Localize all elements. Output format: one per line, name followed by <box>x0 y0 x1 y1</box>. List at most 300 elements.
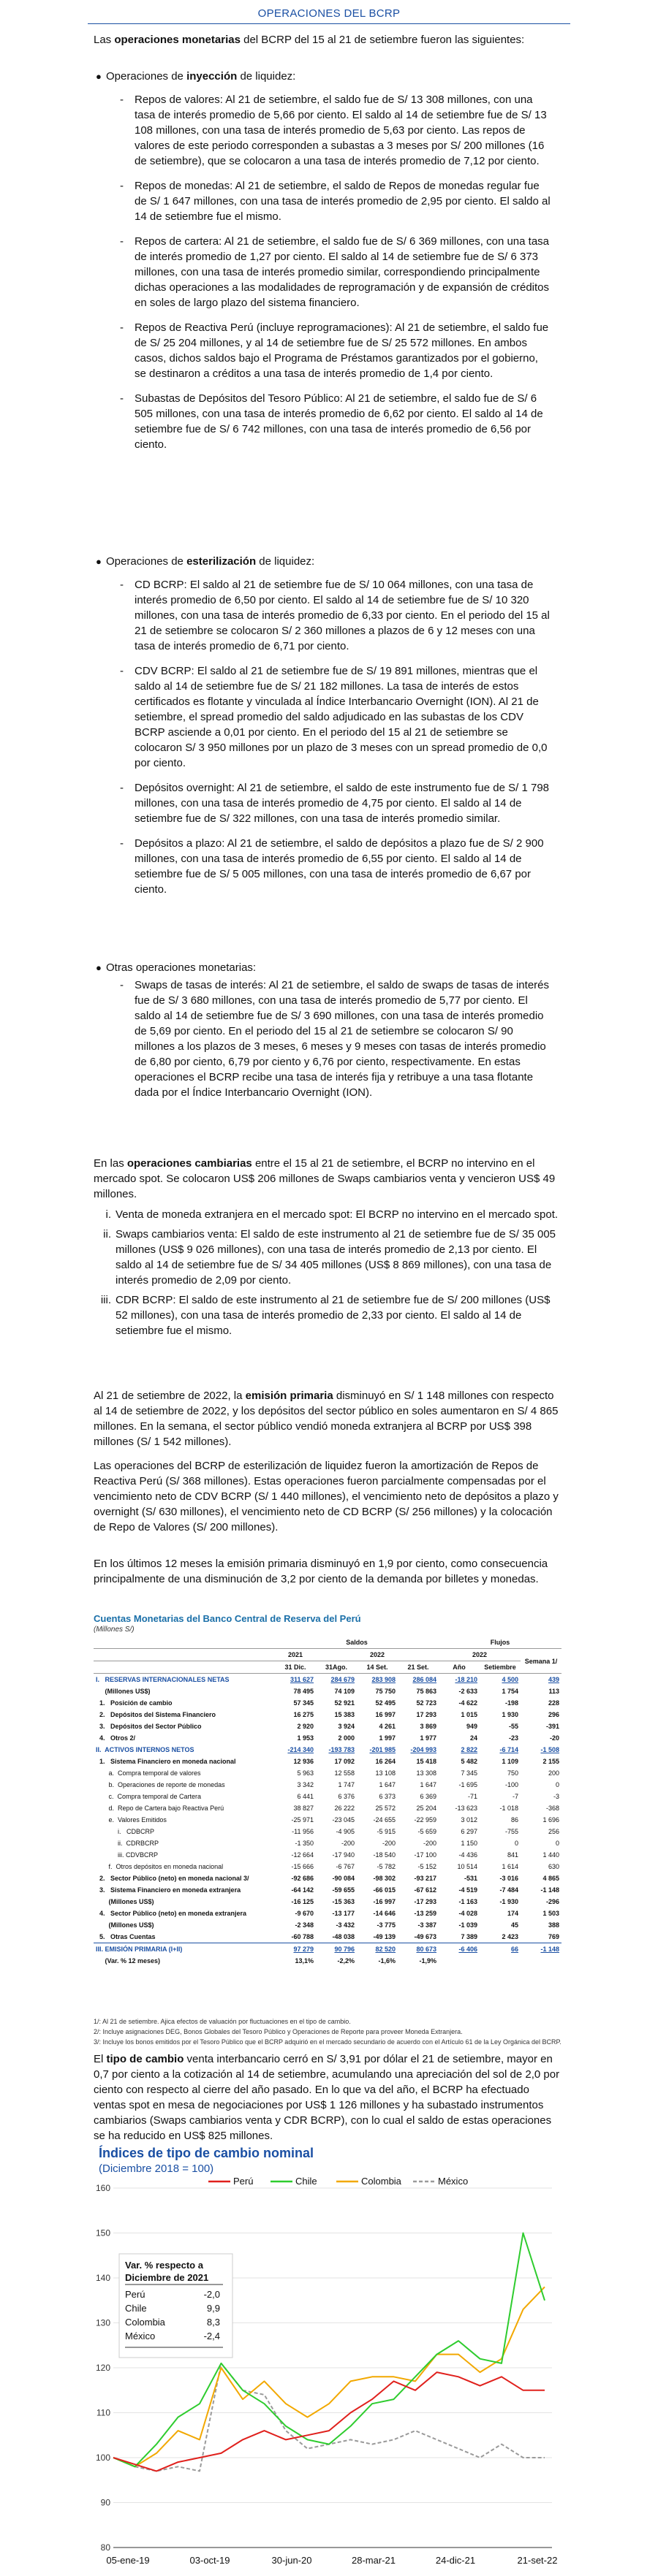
table-cell: -11 956 <box>292 1828 314 1835</box>
table-note: 3/: Incluye los bonos emitidos por el Tesoro Público que el BCRP adquirió en el mercado secundario de acuerdo con el Artículo 61 de la Ley Orgánica del BCRP. <box>94 2038 561 2046</box>
table-cell: 86 <box>510 1816 518 1824</box>
table-cell: -49 139 <box>373 1933 396 1940</box>
table-cell: 66 <box>480 1943 521 1956</box>
table-note: 2/: Incluye asignaciones DEG, Bonos Globales del Tesoro Público y Operaciones de Reporte para proveer Moneda Extranjera. <box>94 2028 463 2035</box>
table-cell <box>480 1955 521 1967</box>
table-cell: 13,1% <box>295 1957 314 1965</box>
table-cell: 284 679 <box>330 1676 355 1683</box>
table-cell: 52 723 <box>416 1699 436 1707</box>
table-row <box>94 1756 561 1767</box>
table-cell: 2 423 <box>502 1933 518 1940</box>
table-cell: -296 <box>545 1898 559 1905</box>
table-cell: -3 432 <box>336 1921 355 1929</box>
table-cell: 90 796 <box>316 1943 357 1956</box>
inset-label: México <box>125 2331 156 2341</box>
table-cell: -13 177 <box>332 1910 355 1917</box>
table-cell: 97 279 <box>275 1943 316 1956</box>
exchange-list <box>94 1207 561 1343</box>
row-label: a. Compra temporal de valores <box>96 1769 201 1777</box>
fx-paragraph: El tipo de cambio venta interbancario cerró en S/ 3,91 por dólar el 21 de setiembre, mayor en 0,7 por ciento a la cotización al 14 de setiembre, acumulando una apreciación del sol de 2,0 por ciento con respecto al cierre del año pasado. En lo que va del año, el BCRP ha efectuado ventas spot en mesa de negociaciones por US$ 1 126 millones y ha subastado instrumentos cambiarios (Swaps cambiarios venta y CDR BCRP), con lo cual el saldo de estas operaciones se ha reducido en US$ 825 millones. <box>94 2053 560 2142</box>
table-row <box>94 1919 561 1931</box>
table-row <box>94 1685 561 1697</box>
table-cell: -3 387 <box>417 1921 436 1929</box>
row-label: b. Operaciones de reporte de monedas <box>96 1781 225 1788</box>
table-cell: -4 028 <box>458 1910 477 1917</box>
chart-subtitle: (Diciembre 2018 = 100) <box>99 2162 214 2175</box>
list-item: - CD BCRP: El saldo al 21 de setiembre fue de S/ 10 064 millones, con una tasa de interés promedio de 6,50 por ciento. El saldo al 14 de setiembre fue de S/ 10 320 millones, con una tasa de interés promedio de 6,33 por ciento. En el periodo del 15 al 21 de setiembre se colocaron S/ 2 360 millones a plazos de 6 y 12 meses con una tasa de interés promedio de 6,71 por ciento. <box>120 579 550 652</box>
row-label: ii. CDRBCRP <box>96 1840 159 1847</box>
table-cell: -20 <box>549 1734 559 1742</box>
col-header: Año <box>439 1661 480 1674</box>
x-tick-label: 05-ene-19 <box>106 2555 150 2566</box>
table-cell: -3 016 <box>499 1875 518 1882</box>
x-tick-label: 30-jun-20 <box>271 2555 312 2566</box>
bullet-icon: ● <box>96 71 102 82</box>
row-label: 1. Sistema Financiero en moneda nacional <box>96 1758 236 1765</box>
table-cell: -9 670 <box>295 1910 314 1917</box>
y-tick-label: 80 <box>100 2542 110 2553</box>
table-row <box>94 1908 561 1919</box>
table-cell: -18 540 <box>373 1851 396 1859</box>
table-cell: -16 125 <box>291 1898 314 1905</box>
table-row <box>94 1779 561 1791</box>
y-tick-label: 120 <box>95 2363 110 2373</box>
table-row <box>94 1896 561 1908</box>
list-item: iii. CDR BCRP: El saldo de este instrumento al 21 de setiembre fue de S/ 200 millones (US$ 52 millones), con una tasa de interés promedio de 2,33 por ciento. El saldo al 14 de setiembre fue el mismo. <box>100 1294 551 1337</box>
x-tick-label: 03-oct-19 <box>189 2555 230 2566</box>
table-cell: 17 092 <box>334 1758 355 1765</box>
table-cell: -67 612 <box>414 1886 436 1894</box>
table-cell: -1 163 <box>458 1898 477 1905</box>
inset-value: -2,0 <box>203 2289 220 2300</box>
table-row <box>94 1872 561 1884</box>
table-cell: 1 953 <box>297 1734 314 1742</box>
exchange-paragraph: En las operaciones cambiarias entre el 15 al 21 de setiembre, el BCRP no intervino en el mercado spot. Se colocaron US$ 206 millones de Swaps cambiarios venta y vencieron US$ 49 millones. <box>94 1157 556 1200</box>
list-item: - Repos de cartera: Al 21 de setiembre, el saldo fue de S/ 6 369 millones, con una tasa de interés promedio de 1,27 por ciento. El saldo al 14 de setiembre fue de S/ 6 373 millones, con una tasa de interés promedio similar, correspondiendo principalmente dichas operaciones a las modalidades de reprogramación y de expansión de créditos en soles de largo plazo del sistema financiero. <box>120 235 550 309</box>
list-item: - Subastas de Depósitos del Tesoro Público: Al 21 de setiembre, el saldo fue de S/ 6 505 millones, con una tasa de interés promedio de 6,62 por ciento. El saldo al 14 de setiembre fue de S/ 6 742 millones, con una tasa de interés promedio de 6,56 por ciento. <box>120 392 543 451</box>
table-row <box>94 1861 561 1872</box>
table-cell: 228 <box>548 1699 559 1707</box>
table-cell: 17 293 <box>416 1711 436 1718</box>
table-cell: 113 <box>548 1688 559 1695</box>
inset-label: Chile <box>125 2303 147 2314</box>
table-cell: -92 686 <box>291 1875 314 1882</box>
table-cell: 630 <box>548 1863 559 1870</box>
list-item: i. Venta de moneda extranjera en el mercado spot: El BCRP no intervino en el mercado spot. <box>105 1208 559 1221</box>
inset-value: -2,4 <box>203 2331 220 2341</box>
legend-label: Chile <box>295 2176 317 2187</box>
table-cell: 750 <box>507 1769 518 1777</box>
table-cell: 57 345 <box>293 1699 314 1707</box>
table-cell: 2 822 <box>461 1746 477 1753</box>
table-cell: 7 389 <box>461 1933 477 1940</box>
col-header: 31 Dic. <box>275 1661 316 1674</box>
table-row <box>94 1814 561 1826</box>
table-cell: -15 666 <box>291 1863 314 1870</box>
table-cell: 24 <box>469 1734 477 1742</box>
table-cell: 45 <box>510 1921 518 1929</box>
row-label: (Var. % 12 meses) <box>96 1957 161 1965</box>
row-label: I. RESERVAS INTERNACIONALES NETAS <box>96 1676 230 1683</box>
list-item: - Repos de valores: Al 21 de setiembre, el saldo fue de S/ 13 308 millones, con una tasa de interés promedio de 5,66 por ciento. El saldo al 14 de setiembre fue de S/ 13 108 millones, con una tasa de interés promedio de 5,63 por ciento. Las repos de valores de este periodo corresponden a subastas a 3 meses por S/ 200 millones (16 de setiembre), que se colocaron a una tasa de interés promedio de 7,12 por ciento. <box>120 94 547 167</box>
row-label: d. Repo de Cartera bajo Reactiva Perú <box>96 1805 224 1812</box>
table-cell: 4 261 <box>379 1723 396 1730</box>
y-tick-label: 140 <box>95 2273 110 2283</box>
row-label: f. Otros depósitos en moneda nacional <box>96 1863 224 1870</box>
table-cell: -5 152 <box>417 1863 436 1870</box>
table-cell: 12 558 <box>334 1769 355 1777</box>
table-row <box>94 1709 561 1720</box>
table-cell: -17 293 <box>414 1898 436 1905</box>
row-label: e. Valores Emitidos <box>96 1816 167 1824</box>
legend-label: Perú <box>233 2176 254 2187</box>
table-cell: -17 100 <box>414 1851 436 1859</box>
table-cell: -59 655 <box>332 1886 355 1894</box>
row-label: II. ACTIVOS INTERNOS NETOS <box>96 1746 194 1753</box>
table-cell: 1 647 <box>379 1781 396 1788</box>
table-cell: 15 383 <box>334 1711 355 1718</box>
row-label: i. CDBCRP <box>96 1828 155 1835</box>
list-item: - Depósitos a plazo: Al 21 de setiembre, el saldo de depósitos a plazo fue de S/ 2 900 millones, con una tasa de interés promedio de 6,55 por ciento. El saldo al 14 de setiembre fue de S/ 5 005 millones, con una tasa de interés promedio de 6,67 por ciento. <box>120 837 544 896</box>
table-cell: 80 673 <box>398 1943 439 1956</box>
sterilization-heading: ● Operaciones de esterilización de liquidez: <box>96 555 315 568</box>
table-cell: 74 109 <box>334 1688 355 1695</box>
table-row <box>94 1837 561 1849</box>
table-cell: 286 084 <box>412 1676 436 1683</box>
table-cell: -7 484 <box>499 1886 518 1894</box>
y-tick-label: 100 <box>95 2453 110 2463</box>
table-cell: 52 495 <box>375 1699 396 1707</box>
table-cell: 6 441 <box>297 1793 314 1800</box>
table-cell: -93 217 <box>414 1875 436 1882</box>
y-tick-label: 130 <box>95 2317 110 2328</box>
table-cell: -1 148 <box>521 1943 561 1956</box>
col-header: 31Ago. <box>316 1661 357 1674</box>
table-cell: -5 915 <box>377 1828 396 1835</box>
table-cell: -5 782 <box>377 1863 396 1870</box>
table-cell: 1 754 <box>502 1688 518 1695</box>
table-cell: -755 <box>504 1828 518 1835</box>
table-cell: -55 <box>508 1723 518 1730</box>
table-cell: 13 308 <box>416 1769 436 1777</box>
inset-title: Var. % respecto a <box>125 2260 203 2271</box>
table-cell: -3 <box>553 1793 559 1800</box>
table-cell: 311 627 <box>290 1676 314 1683</box>
sterilization-summary: Las operaciones del BCRP de esterilización de liquidez fueron la amortización de Repos de Reactiva Perú (S/ 368 millones). Estas operaciones fueron parcialmente compensadas por el vencimiento neto de CDV BCRP (S/ 1 440 millones), el vencimiento neto de depósitos a plazo y overnight (S/ 630 millones), el vencimiento neto de CD BCRP (S/ 256 millones) y la colocación de Repo de Valores (S/ 200 millones). <box>94 1460 559 1533</box>
table-cell: -1 039 <box>458 1921 477 1929</box>
table-cell: -204 993 <box>410 1746 436 1753</box>
table-cell: -4 436 <box>458 1851 477 1859</box>
row-label: 4. Sector Público (neto) en moneda extranjera <box>96 1910 247 1917</box>
table-cell: 4 500 <box>502 1676 518 1683</box>
table-cell: 1 614 <box>502 1863 518 1870</box>
table-cell: 3 012 <box>461 1816 477 1824</box>
table-cell: -3 775 <box>377 1921 396 1929</box>
table-cell: 78 495 <box>293 1688 314 1695</box>
row-label: 3. Depósitos del Sector Público <box>96 1723 202 1730</box>
table-cell: 296 <box>548 1711 559 1718</box>
table-cell: 256 <box>548 1828 559 1835</box>
table-cell: -6 406 <box>439 1943 480 1956</box>
table-cell: 16 275 <box>293 1711 314 1718</box>
inset-value: 9,9 <box>206 2303 220 2314</box>
table-year-header <box>94 1649 561 1661</box>
table-row <box>94 1744 561 1756</box>
table-cell: -391 <box>545 1723 559 1730</box>
list-item: - Repos de Reactiva Perú (incluye reprogramaciones): Al 21 de setiembre, el saldo fue de S/ 25 204 millones, y al 14 de setiembre fue de S/ 25 572 millones. En ambos casos, dichos saldos bajo el Programa de Préstamos garantizados por el gobierno, se destinaron a créditos a una tasa de interés promedio de 1,4 por ciento. <box>120 321 549 380</box>
table-cell: 15 418 <box>416 1758 436 1765</box>
series-line-peru <box>113 2372 545 2471</box>
table-cell: -1 695 <box>458 1781 477 1788</box>
table-cell: -368 <box>545 1805 559 1812</box>
table-cell: 12 936 <box>293 1758 314 1765</box>
table-cell: 26 222 <box>334 1805 355 1812</box>
table-cell: 1 015 <box>461 1711 477 1718</box>
table-cell: -23 045 <box>332 1816 355 1824</box>
inset-title: Diciembre de 2021 <box>125 2272 209 2283</box>
list-item: - Depósitos overnight: Al 21 de setiembre, el saldo de este instrumento fue de S/ 1 798 millones, con una tasa de interés promedio de 4,75 por ciento. El saldo al 14 de setiembre fue de S/ 322 millones, con una tasa de interés promedio similar. <box>120 782 550 825</box>
list-item: ii. Swaps cambiarios venta: El saldo de este instrumento al 21 de setiembre fue de S/ 35 005 millones (US$ 9 026 millones), con una tasa de interés promedio de 2,13 por ciento. El saldo al 14 de setiembre fue de S/ 34 405 millones (US$ 8 869 millones), con una tasa de interés promedio de 2,09 por ciento. <box>103 1228 556 1287</box>
table-cell: -193 783 <box>328 1746 355 1753</box>
inset-label: Colombia <box>125 2317 165 2328</box>
sterilization-list <box>120 577 551 907</box>
table-cell: 25 204 <box>416 1805 436 1812</box>
table-cell: 2 000 <box>338 1734 355 1742</box>
table-cell: 0 <box>514 1840 518 1847</box>
table-cell: 1 150 <box>461 1840 477 1847</box>
table-cell: 0 <box>555 1840 559 1847</box>
table-cell: -2 348 <box>295 1921 314 1929</box>
other-list <box>120 978 551 1110</box>
table-cell: -200 <box>423 1840 436 1847</box>
table-cell: 16 264 <box>375 1758 396 1765</box>
table-cell: -71 <box>467 1793 477 1800</box>
x-tick-label: 28-mar-21 <box>352 2555 396 2566</box>
table-cell: -23 <box>508 1734 518 1742</box>
table-cell: 6 373 <box>379 1793 396 1800</box>
table-cell: 75 750 <box>375 1688 396 1695</box>
table-row <box>94 1791 561 1802</box>
table-cell: 38 827 <box>293 1805 314 1812</box>
table-cell: -64 142 <box>291 1886 314 1894</box>
table-cell: 3 342 <box>297 1781 314 1788</box>
table-cell: -200 <box>382 1840 396 1847</box>
table-cell: -60 788 <box>291 1933 314 1940</box>
table-row <box>94 1884 561 1896</box>
emission-paragraph: Al 21 de setiembre de 2022, la emisión primaria disminuyó en S/ 1 148 millones con respecto al 14 de setiembre de 2022, y los depósitos del sector público en soles aumentaron en S/ 4 865 millones. En la semana, el sector público vendió moneda extranjera al BCRP por US$ 398 millones (S/ 1 542 millones). <box>94 1390 559 1448</box>
table-cell: -200 <box>341 1840 355 1847</box>
table-cell: -4 622 <box>458 1699 477 1707</box>
list-item: - CDV BCRP: El saldo al 21 de setiembre fue de S/ 19 891 millones, mientras que el saldo al 14 de setiembre fue de S/ 21 182 millones. La tasa de interés de estos certificados es flotante y vinculada al Índice Interbancario Overnight (ION). Al 21 de setiembre, el spread promedio del saldo adjudicado en las subastas de los CDV BCRP asciende a 0,01 por ciento. En el periodo del 15 al 21 de setiembre se colocaron S/ 3 950 millones por un plazo de 3 meses con un spread promedio de 0,0 por ciento. <box>120 665 548 769</box>
table-cell: -1 508 <box>540 1746 559 1753</box>
table-row <box>94 1943 561 1956</box>
table-cell: -5 659 <box>417 1828 436 1835</box>
table-cell: -214 340 <box>287 1746 314 1753</box>
table-cell: -12 664 <box>291 1851 314 1859</box>
table-row <box>94 1767 561 1779</box>
table-cell: 283 908 <box>371 1676 396 1683</box>
group-saldos: Saldos <box>275 1636 439 1649</box>
table-row <box>94 1732 561 1744</box>
year-cell: 2022 <box>439 1649 521 1661</box>
table-row <box>94 1697 561 1709</box>
row-label: 2. Sector Público (neto) en moneda nacional 3/ <box>96 1875 249 1882</box>
twelve-month-paragraph: En los últimos 12 meses la emisión primaria disminuyó en 1,9 por ciento, como consecuencia principalmente de una disminución de 3,2 por ciento de la demanda por billetes y monedas. <box>94 1558 548 1585</box>
group-flujos: Flujos <box>439 1636 561 1649</box>
x-tick-label: 24-dic-21 <box>435 2555 476 2566</box>
table-col-header <box>94 1661 561 1674</box>
table-cell: 10 514 <box>457 1863 477 1870</box>
table-cell: -531 <box>464 1875 477 1882</box>
row-label: 1. Posición de cambio <box>96 1699 173 1707</box>
list-item: - Swaps de tasas de interés: Al 21 de setiembre, el saldo de swaps de tasas de interés fue de S/ 3 680 millones, con una tasa de interés promedio de 5,77 por ciento. El saldo al 14 de setiembre fue de S/ 3 690 millones, con una tasa de interés promedio de 5,69 por ciento. En el periodo del 15 al 21 de setiembre se colocaron S/ 90 millones a los plazos de 3 meses, 6 meses y 9 meses con tasas de interés promedio de 6,80 por ciento, 6,79 por ciento y 6,76 por ciento, respectivamente. En estas operaciones el BCRP recibe una tasa de interés fija y retribuye a una tasa flotante dada por el Índice Interbancario Overnight (ION). <box>120 979 549 1099</box>
table-cell: 82 520 <box>357 1943 398 1956</box>
table-cell: -6 767 <box>336 1863 355 1870</box>
table-cell: 1 747 <box>338 1781 355 1788</box>
table-cell: -18 210 <box>455 1676 477 1683</box>
row-label: III. EMISIÓN PRIMARIA (I+II) <box>94 1943 275 1956</box>
table-note: 1/: Al 21 de setiembre. Ajica efectos de valuación por fluctuaciones en el tipo de cambio. <box>94 2018 351 2025</box>
table-cell: 7 345 <box>461 1769 477 1777</box>
injection-list <box>120 92 551 462</box>
table-cell: 1 977 <box>420 1734 436 1742</box>
table-group-header <box>94 1636 561 1649</box>
table-row <box>94 1826 561 1837</box>
table-cell: -1 930 <box>499 1898 518 1905</box>
other-heading: ● Otras operaciones monetarias: <box>96 961 257 974</box>
table-cell: 6 297 <box>461 1828 477 1835</box>
table-cell: -2 633 <box>458 1688 477 1695</box>
table-row <box>94 1720 561 1732</box>
table-cell: 1 930 <box>502 1711 518 1718</box>
table-cell: 1 109 <box>502 1758 518 1765</box>
table-cell: 3 869 <box>420 1723 436 1730</box>
col-header: 21 Set. <box>398 1661 439 1674</box>
table-title: Cuentas Monetarias del Banco Central de Reserva del Perú <box>94 1613 361 1624</box>
row-label: 3. Sistema Financiero en moneda extranjera <box>96 1886 241 1894</box>
table-cell: -2,2% <box>337 1957 355 1965</box>
table-cell: -13 623 <box>455 1805 477 1812</box>
col-header: Setiembre <box>480 1661 521 1674</box>
table-cell: 439 <box>548 1676 559 1683</box>
inset-value: 8,3 <box>206 2317 220 2328</box>
table-cell: 174 <box>507 1910 518 1917</box>
table-cell: 1 997 <box>379 1734 396 1742</box>
table-cell: 52 921 <box>334 1699 355 1707</box>
chart-title: Índices de tipo de cambio nominal <box>99 2146 314 2160</box>
table-cell: -1 148 <box>540 1886 559 1894</box>
injection-heading: ● Operaciones de inyección de liquidez: <box>96 70 296 83</box>
table-cell: -198 <box>504 1699 518 1707</box>
table-cell: -24 655 <box>373 1816 396 1824</box>
table-cell: 1 647 <box>420 1781 436 1788</box>
y-tick-label: 160 <box>95 2183 110 2193</box>
row-label: 2. Depósitos del Sistema Financiero <box>96 1711 216 1718</box>
table-cell: 5 963 <box>297 1769 314 1777</box>
table-row <box>94 1955 561 1967</box>
row-label: 4. Otros 2/ <box>96 1734 136 1742</box>
table-row <box>94 1674 561 1686</box>
y-tick-label: 150 <box>95 2228 110 2238</box>
table-cell: -16 997 <box>373 1898 396 1905</box>
table-cell: 388 <box>548 1921 559 1929</box>
table-cell: -201 985 <box>369 1746 396 1753</box>
table-cell: -100 <box>504 1781 518 1788</box>
table-row <box>94 1849 561 1861</box>
table-cell: -66 015 <box>373 1886 396 1894</box>
table-cell: 5 482 <box>461 1758 477 1765</box>
x-tick-label: 21-set-22 <box>517 2555 558 2566</box>
fx-index-chart <box>91 2173 559 2572</box>
bullet-icon: ● <box>96 556 102 567</box>
table-cell: -6 714 <box>499 1746 518 1753</box>
table-cell <box>439 1955 480 1967</box>
table-subtitle: (Millones S/) <box>94 1626 135 1634</box>
table-row <box>94 1931 561 1943</box>
table-cell: 841 <box>507 1851 518 1859</box>
row-label: iii. CDVBCRP <box>96 1851 159 1859</box>
table-cell: 1 503 <box>542 1910 559 1917</box>
row-label: (Millones US$) <box>96 1898 154 1905</box>
table-cell: 0 <box>555 1781 559 1788</box>
table-cell: 25 572 <box>375 1805 396 1812</box>
table-cell <box>521 1955 561 1967</box>
y-tick-label: 110 <box>96 2407 110 2418</box>
table-cell: 1 440 <box>542 1851 559 1859</box>
table-cell: -14 646 <box>373 1910 396 1917</box>
title-rule <box>88 23 570 24</box>
inset-label: Perú <box>125 2289 145 2300</box>
row-label: (Millones US$) <box>96 1921 154 1929</box>
bullet-icon: ● <box>96 962 102 973</box>
y-tick-label: 90 <box>100 2497 110 2508</box>
legend-label: Colombia <box>361 2176 401 2187</box>
year-cell: 2022 <box>316 1649 439 1661</box>
monetary-accounts-table <box>94 1636 561 1967</box>
table-cell: -1 018 <box>499 1805 518 1812</box>
table-cell: 2 920 <box>297 1723 314 1730</box>
year-cell: Semana 1/ <box>521 1649 561 1674</box>
table-cell: -1,9% <box>419 1957 436 1965</box>
year-cell: 2021 <box>275 1649 316 1661</box>
table-cell: 16 997 <box>375 1711 396 1718</box>
table-row <box>94 1802 561 1814</box>
table-cell: -17 940 <box>332 1851 355 1859</box>
table-cell: -1 350 <box>295 1840 314 1847</box>
table-cell: 769 <box>548 1933 559 1940</box>
table-cell: -48 038 <box>332 1933 355 1940</box>
page-title: OPERACIONES DEL BCRP <box>257 7 401 20</box>
table-cell: -4 519 <box>458 1886 477 1894</box>
table-cell: 75 863 <box>416 1688 436 1695</box>
table-cell: 3 924 <box>338 1723 355 1730</box>
table-cell: 4 865 <box>542 1875 559 1882</box>
table-cell: 6 369 <box>420 1793 436 1800</box>
table-cell: -98 302 <box>373 1875 396 1882</box>
row-label: c. Compra temporal de Cartera <box>96 1793 202 1800</box>
table-cell: 13 108 <box>375 1769 396 1777</box>
table-cell: -4 905 <box>336 1828 355 1835</box>
table-notes <box>94 2016 561 2047</box>
table-cell: -90 084 <box>332 1875 355 1882</box>
row-label: 5. Otras Cuentas <box>96 1933 156 1940</box>
table-cell: -25 971 <box>291 1816 314 1824</box>
table-cell: 200 <box>548 1769 559 1777</box>
table-cell: -13 259 <box>414 1910 436 1917</box>
col-header: 14 Set. <box>357 1661 398 1674</box>
table-cell: -1,6% <box>378 1957 396 1965</box>
table-cell: -49 673 <box>414 1933 436 1940</box>
